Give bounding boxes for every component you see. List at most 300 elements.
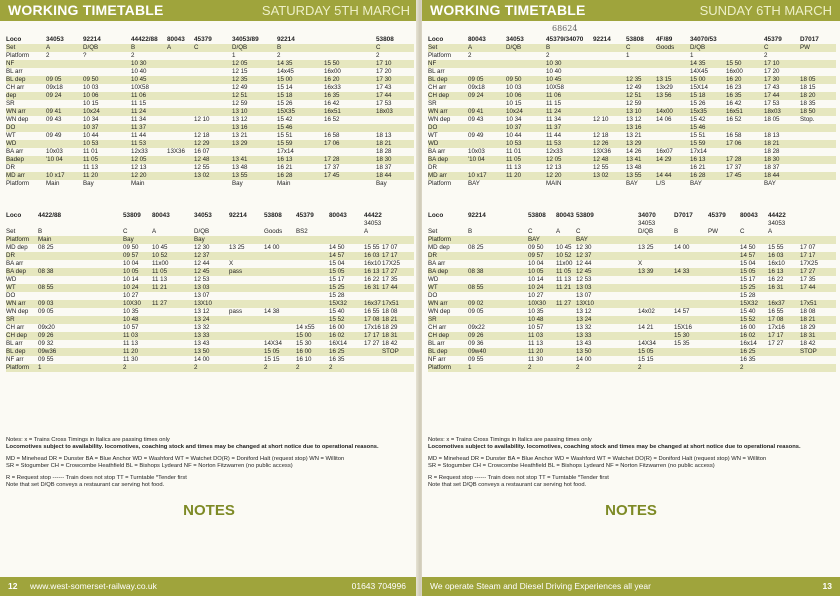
row-label: BA arr: [6, 148, 24, 155]
row-label: BA arr: [6, 260, 24, 267]
table-cell: 18 15: [800, 84, 816, 91]
table-cell: 12 18: [593, 132, 609, 139]
table-cell: PW: [800, 44, 810, 51]
table-cell: 34053/89: [232, 36, 259, 43]
table-cell: 13 07: [194, 292, 210, 299]
table-cell: 09w40: [468, 348, 487, 355]
table-row: [428, 68, 836, 76]
table-cell: 09 55: [38, 356, 54, 363]
table-cell: 45379/34070: [546, 36, 584, 43]
table-cell: Main: [131, 180, 145, 187]
page-number: 13: [822, 581, 832, 591]
notes-section: [428, 437, 834, 489]
notes-line-1: Notes: x = Trains Cross Timings in Italics are passing times only: [428, 437, 592, 443]
row-label: CH arr: [6, 324, 25, 331]
row-label: BL dep: [6, 348, 26, 355]
table-row: [428, 332, 836, 340]
table-cell: STOP: [382, 348, 399, 355]
table-cell: 10 57: [123, 324, 139, 331]
table-cell: 18 20: [800, 92, 816, 99]
table-cell: 17x14: [277, 148, 294, 155]
table-cell: 09x22: [468, 324, 485, 331]
table-cell: 09 57: [528, 252, 544, 259]
table-cell: 16 21: [690, 164, 706, 171]
table-cell: 80043: [556, 212, 574, 219]
table-cell: 08 25: [38, 244, 54, 251]
row-label: WN arr: [428, 300, 448, 307]
table-row: [428, 268, 836, 276]
row-label: Loco: [428, 212, 444, 219]
table-cell: 14 00: [264, 244, 280, 251]
table-cell: 09 50: [506, 76, 522, 83]
table-cell: 17 20: [376, 68, 392, 75]
row-label: WN dep: [428, 308, 451, 315]
table-cell: C: [626, 44, 631, 51]
table-cell: 09 43: [468, 116, 484, 123]
table-cell: 10 03: [83, 84, 99, 91]
table-cell: 16 23: [726, 84, 742, 91]
table-cell: C: [194, 44, 199, 51]
table-cell: 11 30: [528, 356, 544, 363]
row-label: DO: [6, 292, 16, 299]
table-cell: 1: [690, 52, 694, 59]
table-cell: 13 21: [232, 132, 248, 139]
table-cell: 13 50: [576, 348, 592, 355]
table-cell: 16 00: [296, 348, 312, 355]
table-cell: 18 21: [376, 140, 392, 147]
table-cell: 2: [468, 52, 472, 59]
table-row: [428, 124, 836, 132]
table-cell: 11 20: [123, 348, 139, 355]
row-label: SR: [6, 100, 15, 107]
notes-line-6: Note that set D/QB conveys a restaurant car serving hot food.: [428, 482, 587, 488]
table-cell: 15 59: [277, 140, 293, 147]
table-cell: 11 27: [152, 300, 168, 307]
table-cell: 13 32: [194, 324, 210, 331]
table-cell: 15 05: [329, 268, 345, 275]
table-cell: 10X30: [123, 300, 141, 307]
table-cell: 12 55: [593, 164, 609, 171]
table-row: [6, 284, 414, 292]
table-cell: 12 44: [194, 260, 210, 267]
table-row: [428, 252, 836, 260]
table-cell: 16x00: [324, 68, 341, 75]
table-cell: 09x20: [38, 324, 55, 331]
table-cell: A: [468, 44, 473, 51]
table-cell: 10 40: [131, 68, 147, 75]
table-cell: 11 03: [528, 332, 544, 339]
row-label: Platform: [6, 52, 30, 59]
table-cell: 92214: [277, 36, 295, 43]
table-cell: 10 35: [123, 308, 139, 315]
table-cell: 13 02: [194, 172, 210, 179]
table-cell: 11 13: [556, 276, 572, 283]
table-cell: 09x18: [468, 84, 485, 91]
table-cell: 2: [376, 52, 380, 59]
table-cell: 16 10: [296, 356, 312, 363]
table-cell: B: [38, 228, 43, 235]
table-row: [428, 60, 836, 68]
table-cell: 16 55: [768, 308, 784, 315]
table-cell: 17 06: [324, 140, 340, 147]
table-cell: 14 57: [329, 252, 345, 259]
table-cell: 13 21: [626, 132, 642, 139]
row-label: WN dep: [6, 116, 29, 123]
table-cell: A: [768, 228, 773, 235]
notes-line-1: Notes: x = Trains Cross Timings in Italics are passing times only: [6, 437, 170, 443]
table-cell: 17 27: [364, 340, 380, 347]
page-footer: [422, 577, 840, 596]
table-cell: 10 52: [556, 252, 572, 259]
table-cell: 09 41: [468, 108, 484, 115]
table-row: [428, 44, 836, 52]
table-cell: 11 15: [546, 100, 562, 107]
row-label: BL arr: [428, 340, 445, 347]
row-label: DR: [428, 164, 437, 171]
table-cell: 12 18: [194, 132, 210, 139]
table-cell: 16 52: [726, 116, 742, 123]
page-title: WORKING TIMETABLE: [8, 2, 164, 18]
table-cell: 14 44: [656, 172, 672, 179]
table-cell: 17 35: [800, 276, 816, 283]
table-cell: 17x16: [768, 324, 785, 331]
table-cell: 12 51: [232, 92, 248, 99]
table-cell: ?: [83, 52, 87, 59]
table-cell: 15 18: [277, 92, 293, 99]
table-cell: BAY: [626, 180, 638, 187]
table-row: [6, 84, 414, 92]
table-cell: 2: [264, 364, 268, 371]
table-cell: 17 35: [382, 276, 398, 283]
table-row: [6, 276, 414, 284]
table-cell: 16 35: [726, 92, 742, 99]
table-cell: 16x10: [364, 260, 381, 267]
row-label: WT: [428, 132, 438, 139]
table-cell: 17 44: [800, 284, 816, 291]
table-row: [428, 300, 836, 308]
table-cell: 13 43: [576, 340, 592, 347]
table-cell: 16 25: [740, 348, 756, 355]
table-cell: 15 30: [296, 340, 312, 347]
row-label: Set: [6, 228, 16, 235]
row-label: CH arr: [6, 84, 25, 91]
table-cell: 17 53: [764, 100, 780, 107]
table-cell: pass: [229, 268, 243, 275]
table-cell: 18 30: [376, 156, 392, 163]
table-cell: 17 53: [376, 100, 392, 107]
table-cell: 16 42: [726, 100, 742, 107]
table-cell: 18 21: [764, 140, 780, 147]
table-cell: 17 10: [764, 60, 780, 67]
table-cell: 15X32: [740, 300, 758, 307]
row-label: CH arr: [428, 324, 447, 331]
table-cell: 15 18: [690, 92, 706, 99]
table-cell: 2: [131, 52, 135, 59]
footer-tagline: We operate Steam and Diesel Driving Experiences all year: [430, 581, 651, 591]
table-cell: 34070/53: [690, 36, 717, 43]
footer-phone: 01643 704996: [351, 581, 406, 591]
table-cell: 12 45: [576, 268, 592, 275]
table-cell: D/QB: [506, 44, 522, 51]
table-cell: 14 26: [626, 148, 642, 155]
table-cell: 12 29: [194, 140, 210, 147]
table-cell: 13 25: [229, 244, 245, 251]
table-row: [6, 340, 414, 348]
table-cell: STOP: [800, 348, 817, 355]
table-row: [428, 140, 836, 148]
table-cell: 14 50: [329, 244, 345, 251]
table-row: [6, 252, 414, 260]
table-cell: 14 06: [656, 116, 672, 123]
table-cell: 15 51: [277, 132, 293, 139]
table-cell: 09 49: [46, 132, 62, 139]
table-cell: 11 15: [131, 100, 147, 107]
table-cell: 11 37: [546, 124, 562, 131]
table-row: [428, 108, 836, 116]
table-row: [6, 76, 414, 84]
table-cell: 13 16: [626, 124, 642, 131]
table-cell: 16x51: [324, 108, 341, 115]
table-cell: 11 44: [131, 132, 147, 139]
page-number: 12: [8, 581, 18, 591]
table-cell: 14X34: [264, 340, 282, 347]
table-cell: 53809: [123, 212, 141, 219]
table-cell: 14 57: [674, 308, 690, 315]
row-label: DR: [6, 164, 15, 171]
table-cell: 12 26: [593, 140, 609, 147]
row-label: MD dep: [6, 244, 28, 251]
table-cell: 10 06: [506, 92, 522, 99]
table-cell: 13 32: [576, 324, 592, 331]
table-cell: 13 25: [638, 244, 654, 251]
table-cell: 09 05: [468, 308, 484, 315]
table-cell: 11 13: [506, 164, 522, 171]
table-cell: 17X25: [800, 260, 818, 267]
table-cell: 10 04: [528, 260, 544, 267]
table-cell: 16x33: [324, 84, 341, 91]
table-cell: 16 03: [768, 252, 784, 259]
table-cell: 80043: [740, 212, 758, 219]
table-cell: 17 07: [800, 244, 816, 251]
table-cell: 15 05: [740, 268, 756, 275]
table-row: [6, 364, 414, 372]
table-cell: 12 49: [232, 84, 248, 91]
table-row: [428, 84, 836, 92]
table-cell: 16x37: [364, 300, 381, 307]
row-label: Platform: [428, 236, 452, 243]
table-cell: 13 12: [194, 308, 210, 315]
table-cell: 10x24: [83, 108, 100, 115]
table-row: [428, 164, 836, 172]
table-cell: '10 04: [46, 156, 63, 163]
table-cell: 16 31: [768, 284, 784, 291]
row-label: SR: [428, 316, 437, 323]
table-cell: 2: [46, 52, 50, 59]
table-cell: 80043: [167, 36, 185, 43]
table-cell: 16x51: [726, 108, 743, 115]
table-cell: 12 59: [626, 100, 642, 107]
table-row: [6, 268, 414, 276]
table-cell: 15 04: [329, 260, 345, 267]
table-cell: 13 33: [576, 332, 592, 339]
table-cell: 92214: [229, 212, 247, 219]
table-cell: 08 38: [468, 268, 484, 275]
row-label: DO: [428, 124, 438, 131]
table-cell: 10X58: [131, 84, 149, 91]
row-label: DO: [6, 124, 16, 131]
table-cell: 13 33: [194, 332, 210, 339]
row-label: Platform: [428, 180, 452, 187]
table-cell: 15 14: [277, 84, 293, 91]
table-row: [428, 244, 836, 252]
table-cell: 09 43: [46, 116, 62, 123]
table-cell: C: [576, 228, 581, 235]
table-cell: 18 05: [800, 76, 816, 83]
table-cell: 18 05: [764, 116, 780, 123]
table-cell: 08 55: [468, 284, 484, 291]
table-cell: 80043: [152, 212, 170, 219]
table-cell: 10 15: [83, 100, 99, 107]
table-cell: X: [638, 260, 643, 267]
table-cell: 14x02: [638, 308, 655, 315]
table-cell: 10 04: [123, 260, 139, 267]
table-cell: 13 12: [232, 116, 248, 123]
table-cell: 2: [194, 364, 198, 371]
table-cell: 18 37: [376, 164, 392, 171]
table-cell: 18 42: [800, 340, 816, 347]
table-cell: 13 41: [626, 156, 642, 163]
table-cell: 15 15: [638, 356, 654, 363]
table-cell: 53808: [528, 212, 546, 219]
table-cell: 17 17: [382, 252, 398, 259]
table-row: [428, 292, 836, 300]
table-cell: 11 21: [152, 284, 168, 291]
table-cell: 11 34: [546, 116, 562, 123]
table-cell: 14x45: [277, 68, 294, 75]
table-cell: 12 13: [546, 164, 562, 171]
table-row: [6, 60, 414, 68]
table-cell: 12 05: [232, 60, 248, 67]
table-cell: 45379: [194, 36, 212, 43]
row-label: NF: [428, 60, 437, 67]
table-cell: 16 13: [768, 268, 784, 275]
table-row: [6, 244, 414, 252]
table-cell: 13 41: [232, 156, 248, 163]
table-cell: 09w36: [38, 348, 57, 355]
table-cell: 13 39: [638, 268, 654, 275]
table-cell: 13 29: [232, 140, 248, 147]
table-cell: 17 30: [764, 76, 780, 83]
table-cell: 12 48: [194, 156, 210, 163]
table-cell: 10 34: [83, 116, 99, 123]
table-cell: 10 45: [152, 244, 168, 251]
table-cell: 16 00: [329, 324, 345, 331]
table-cell: 17 17: [800, 252, 816, 259]
table-cell: 10 37: [506, 124, 522, 131]
notes-section: [6, 437, 412, 489]
row-label: Loco: [6, 212, 22, 219]
table-cell: 17 44: [376, 92, 392, 99]
table-cell: 80043: [468, 36, 486, 43]
table-cell: Goods: [264, 228, 283, 235]
table-row: [6, 164, 414, 172]
table-cell: 2: [638, 364, 642, 371]
table-cell: 2: [296, 364, 300, 371]
table-cell: 2: [528, 364, 532, 371]
table-cell: 10 45: [556, 244, 572, 251]
table-cell: 12 30: [576, 244, 592, 251]
table-row: [6, 308, 414, 316]
table-cell: 09 36: [468, 340, 484, 347]
table-cell: 17 45: [324, 172, 340, 179]
table-cell: 15X16: [674, 324, 692, 331]
table-row: [6, 108, 414, 116]
table-cell: 16 20: [324, 76, 340, 83]
table-cell: 10 57: [528, 324, 544, 331]
table-cell: 10 30: [546, 60, 562, 67]
table-cell: Bay: [376, 180, 387, 187]
handwritten-note: 68624: [552, 24, 578, 33]
table-row: [6, 180, 414, 188]
notes-line-5: R = Request stop ------ Train does not stop TT = Turntable *Tender first: [428, 475, 609, 481]
table-cell: 17 45: [726, 172, 742, 179]
row-label: NF arr: [428, 356, 446, 363]
row-label: BA dep: [6, 268, 26, 275]
table-row: [6, 68, 414, 76]
table-cell: 08 38: [38, 268, 54, 275]
table-cell: 12 35: [626, 76, 642, 83]
table-cell: 13 03: [194, 284, 210, 291]
table-cell: 11 20: [528, 348, 544, 355]
table-cell: 12 51: [626, 92, 642, 99]
table-cell: 18x03: [764, 108, 781, 115]
table-cell: 4422/88: [38, 212, 62, 219]
table-cell: 10 45: [131, 76, 147, 83]
table-row: [428, 316, 836, 324]
table-cell: 12 53: [194, 276, 210, 283]
table-cell: 34053: [194, 212, 212, 219]
row-label: CH dep: [428, 92, 449, 99]
footer-website-link[interactable]: www.west-somerset-railway.co.uk: [30, 581, 157, 591]
table-cell: 17 28: [324, 156, 340, 163]
table-cell: 10 05: [123, 268, 139, 275]
table-cell: 17x14: [690, 148, 707, 155]
table-cell: 45379: [296, 212, 314, 219]
table-row: [6, 316, 414, 324]
table-cell: 16 22: [364, 276, 380, 283]
table-cell: 18 31: [800, 332, 816, 339]
table-cell: 16 02: [329, 332, 345, 339]
table-cell: Bay: [123, 236, 134, 243]
table-cell: 16 25: [329, 348, 345, 355]
table-cell: 13 43: [194, 340, 210, 347]
table-cell: 15 15: [264, 356, 280, 363]
table-cell: 53808: [376, 36, 394, 43]
table-cell: D/QB: [638, 228, 654, 235]
table-cell: 15 35: [674, 340, 690, 347]
table-cell: 15 59: [690, 140, 706, 147]
table-cell: 17 28: [726, 156, 742, 163]
row-label: WN arr: [6, 300, 26, 307]
table-cell: 10 40: [546, 68, 562, 75]
table-row: [6, 156, 414, 164]
table-cell: 10 03: [506, 84, 522, 91]
table-cell: 10x24: [506, 108, 523, 115]
row-label: Loco: [6, 36, 22, 43]
table-cell: 15 28: [740, 292, 756, 299]
table-cell: 15 25: [329, 284, 345, 291]
table-cell: 10 x17: [468, 172, 487, 179]
